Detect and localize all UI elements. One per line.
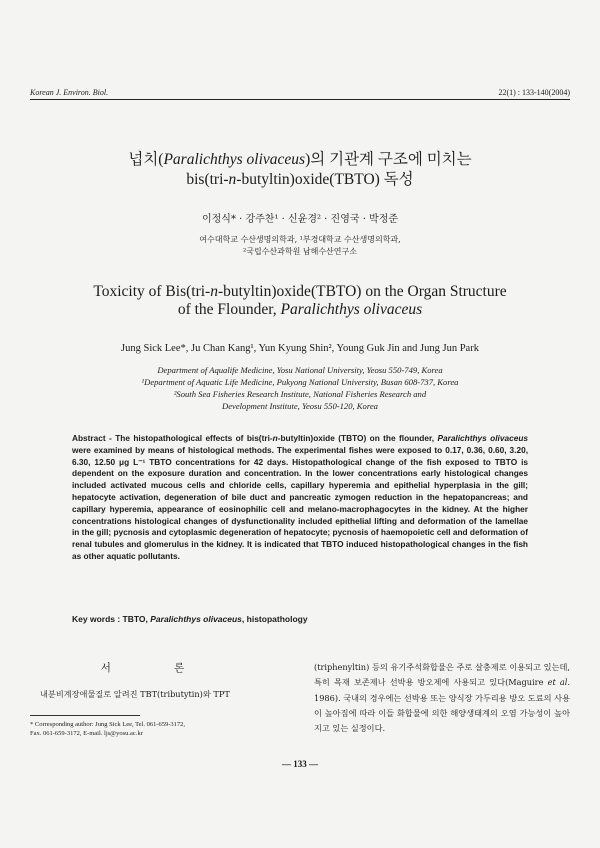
korean-authors: 이정식* · 강주찬¹ · 신윤경² · 진영국 · 박정준 bbox=[201, 214, 399, 225]
english-affiliation-line: ²South Sea Fisheries Research Institute, National Fisheries Research and bbox=[173, 389, 427, 399]
running-header bbox=[30, 88, 570, 100]
korean-title-chem-b: -butyltin)oxide(TBTO) 독성 bbox=[236, 171, 414, 188]
footnote-divider bbox=[30, 715, 140, 716]
korean-title-line2 bbox=[30, 170, 570, 190]
abstract-text-part1: Abstract - The histopathological effects of bis(tri- bbox=[72, 433, 273, 443]
korean-title-chem-a: bis(tri- bbox=[186, 171, 229, 188]
korean-title-prefix: 넙치( bbox=[128, 151, 164, 168]
intro-right-part1: (triphenyltin) 등의 유기주석화합물은 주로 살충제로 이용되고 있는데, 특히 목재 보존제나 선박용 방오제에 사용되고 있다(Maguire bbox=[314, 662, 570, 688]
english-title-chem-b: -butyltin)oxide(TBTO) on the Organ Structure bbox=[217, 283, 507, 300]
intro-right-etal: et al. bbox=[547, 677, 570, 688]
korean-affiliation-line2: ²국립수산과학원 남해수산연구소 bbox=[243, 247, 357, 256]
abstract-text-part3: were examined by means of histological methods. The experimental fishes were exposed to 0.17, 0.36, 0.60, 3.20, 6.30, 12.50 μg L⁻¹ TBTO concentrations for 42 days. Histopathological change of the fish exposed to TBTO is dependent on the exposure duration and concentration. In the lower concentrations early histological changes included activated mucous cells and chloride cells, capillary hyperemia and epithelial hyperplasia in the gill; hepatocyte activation, degeneration of bile duct and pancreatic zymogen reduction in the hepatopancreas; and capillary hyperemia, appearance of eosinophilic cell and melano-macrophagocytes in the kidney. At the higher concentrations histological changes of dysfunctionality included epithelial lifting and deformation of the lamellae in the gill; pycnosis and cytoplasmic degeneration of hepatocyte; pycnosis of haemopoietic cell and deformation of renal tubules and glomerulus in the kidney. It is indicated that TBTO induced histopathological changes in the fish as other aquatic pollutants. bbox=[72, 444, 528, 561]
korean-affiliation-line1: 여수대학교 수산생명의학과, ¹부경대학교 수산생명의학과, bbox=[199, 235, 401, 244]
intro-right-part2: 1986). 국내의 경우에는 선박용 또는 양식장 가두리용 방오 도료의 사용이 높아짐에 따라 이들 화합물에 의한 해양생태계의 오염 가능성이 높아지고 있는 실정이다. bbox=[314, 692, 570, 734]
english-title bbox=[30, 283, 570, 319]
english-title-prefix: of the Flounder, bbox=[177, 301, 281, 318]
intro-left-text: 내분비계장애물질로 알려진 TBT(tributytin)와 TPT bbox=[40, 689, 230, 699]
intro-right-text bbox=[314, 660, 570, 736]
english-title-chem-n: n bbox=[210, 283, 218, 300]
journal-name: Korean J. Environ. Biol. bbox=[30, 88, 109, 97]
footnote-line1: * Corresponding author: Jung Sick Lee, Tel. 061-659-3172, bbox=[30, 721, 186, 728]
english-affiliation-line: Department of Aqualife Medicine, Yosu National University, Yeosu 550-749, Korea bbox=[157, 365, 443, 375]
english-title-species: Paralichthys olivaceus bbox=[280, 301, 423, 318]
english-affiliation-line: ¹Department of Aquatic Life Medicine, Pukyong National University, Busan 608-737, Korea bbox=[141, 377, 459, 387]
korean-title bbox=[30, 150, 570, 190]
page-number: — 133 — bbox=[282, 759, 318, 769]
english-title-line2 bbox=[30, 301, 570, 319]
korean-title-suffix: )의 기관계 구조에 미치는 bbox=[305, 151, 472, 168]
footnote-line2: Fax. 061-659-3172, E-mail. ljs@yosu.ac.kr bbox=[30, 730, 143, 737]
footnote bbox=[30, 720, 300, 738]
english-title-chem-a: Toxicity of Bis(tri- bbox=[93, 283, 211, 300]
korean-affiliations bbox=[30, 234, 570, 258]
volume-pages: 22(1) : 133-140(2004) bbox=[498, 88, 570, 97]
korean-title-line1 bbox=[30, 150, 570, 170]
korean-title-chem-n: n bbox=[228, 171, 237, 188]
abstract bbox=[72, 433, 528, 563]
keywords-label: Key words : TBTO, bbox=[72, 614, 151, 624]
english-title-line1 bbox=[30, 283, 570, 301]
keywords bbox=[72, 614, 528, 624]
english-affiliation-line: Development Institute, Yeosu 550-120, Korea bbox=[222, 401, 378, 411]
abstract-species: Paralichthys olivaceus bbox=[437, 433, 528, 443]
abstract-text-n: n bbox=[272, 433, 278, 443]
english-authors: Jung Sick Lee*, Ju Chan Kang¹, Yun Kyung Shin², Young Guk Jin and Jung Jun Park bbox=[121, 343, 479, 354]
keywords-rest: , histopathology bbox=[241, 614, 308, 624]
section-heading-introduction: 서 론 bbox=[100, 662, 215, 674]
keywords-species: Paralichthys olivaceus bbox=[150, 614, 242, 624]
english-affiliations bbox=[30, 364, 570, 412]
abstract-text-part2: -butyltin)oxide (TBTO) on the flounder, bbox=[277, 433, 438, 443]
korean-title-species: Paralichthys olivaceus bbox=[163, 151, 306, 168]
